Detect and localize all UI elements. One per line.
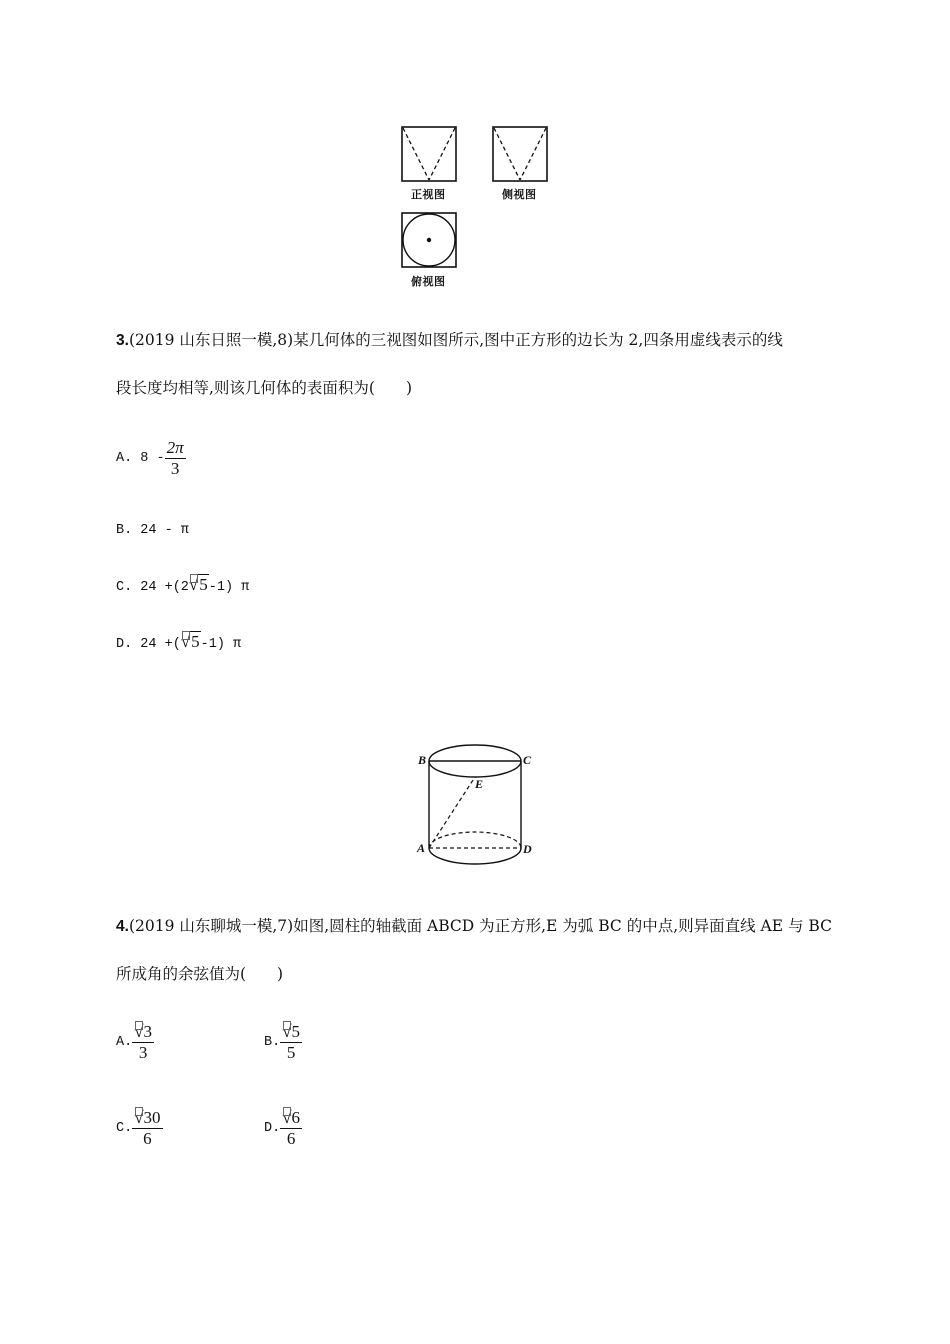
- sqrt-icon: √5: [180, 632, 200, 651]
- front-view-label: 正视图: [411, 188, 446, 201]
- q4-option-b[interactable]: [264, 1022, 302, 1063]
- q4-option-c-denominator: 6: [143, 1129, 152, 1148]
- q4-option-a-radicand: 3: [143, 1022, 153, 1041]
- sqrt-icon: √5: [188, 575, 208, 594]
- top-view: [402, 213, 456, 267]
- sqrt-icon: √30: [134, 1108, 161, 1127]
- q3-option-c-radicand: 5: [199, 575, 208, 594]
- q3-option-d-suffix: -1) π: [200, 637, 242, 652]
- point-e-label: E: [475, 777, 484, 791]
- q4-option-c-numerator: [132, 1108, 162, 1129]
- q4-option-d-radicand: 6: [291, 1108, 301, 1127]
- q3-option-d-prefix: D. 24 +(: [116, 637, 181, 652]
- q3-option-a-numerator: 2π: [166, 438, 184, 457]
- q4-stem-line2: 所成角的余弦值为( ): [116, 965, 284, 983]
- q4-option-c-label: C.: [116, 1121, 133, 1136]
- q3-option-a-prefix: A. 8 -: [116, 451, 165, 466]
- q3-option-a[interactable]: [116, 438, 186, 479]
- q4-option-b-denominator: 5: [286, 1043, 296, 1062]
- q3-stem-line1: [116, 330, 783, 351]
- point-a-label: A: [417, 841, 426, 855]
- side-view-label: 侧视图: [502, 188, 537, 201]
- q4-option-c-radicand: 30: [143, 1108, 161, 1127]
- q4-option-b-fraction: [280, 1022, 302, 1063]
- q4-text-line1: (2019 山东聊城一模,7)如图,圆柱的轴截面 ABCD 为正方形,E 为弧 BC 的中点,则异面直线 AE 与 BC: [128, 917, 832, 935]
- q4-option-d-label: D.: [264, 1121, 281, 1136]
- q3-option-d-radicand: 5: [191, 632, 200, 651]
- q4-option-d-numerator: [280, 1108, 302, 1129]
- sqrt-icon: √3: [134, 1022, 153, 1041]
- q3-option-a-fraction: [165, 438, 186, 479]
- q4-option-d[interactable]: [264, 1108, 302, 1149]
- q3-text-line1: (2019 山东日照一模,8)某几何体的三视图如图所示,图中正方形的边长为 2,四条用虚线表示的线: [128, 331, 783, 349]
- q3-option-c-prefix: C. 24 +(2: [116, 580, 189, 595]
- sqrt-icon: √5: [282, 1022, 301, 1041]
- three-view-figure: [395, 120, 560, 295]
- top-view-label: 俯视图: [411, 275, 446, 288]
- front-view: [402, 127, 456, 181]
- q3-stem-line2: 段长度均相等,则该几何体的表面积为( ): [116, 379, 413, 397]
- point-d-label: D: [523, 842, 532, 856]
- q3-option-d[interactable]: [116, 632, 241, 652]
- side-view: [493, 127, 547, 181]
- q4-option-b-label: B.: [264, 1035, 281, 1050]
- q4-number: 4.: [116, 918, 129, 935]
- q3-option-b[interactable]: B. 24 - π: [116, 523, 189, 538]
- q4-option-d-fraction: [280, 1108, 302, 1149]
- q4-option-a[interactable]: [116, 1022, 154, 1063]
- q4-stem-line1: [116, 916, 832, 937]
- q4-option-c-fraction: [132, 1108, 162, 1149]
- q4-option-c[interactable]: [116, 1108, 163, 1149]
- q4-option-b-radicand: 5: [291, 1022, 301, 1041]
- q4-option-d-denominator: 6: [286, 1129, 296, 1148]
- sqrt-icon: √6: [282, 1108, 301, 1127]
- q4-option-b-numerator: [280, 1022, 302, 1043]
- q3-option-c-suffix: -1) π: [208, 580, 250, 595]
- q3-option-a-denominator: 3: [170, 459, 180, 478]
- q4-option-a-numerator: [132, 1022, 154, 1043]
- q3-option-c[interactable]: [116, 575, 249, 595]
- q4-option-a-fraction: [132, 1022, 154, 1063]
- q3-number: 3.: [116, 332, 129, 349]
- q4-option-a-denominator: 3: [138, 1043, 148, 1062]
- point-c-label: C: [523, 753, 532, 767]
- point-b-label: B: [418, 753, 427, 767]
- q4-option-a-label: A.: [116, 1035, 133, 1050]
